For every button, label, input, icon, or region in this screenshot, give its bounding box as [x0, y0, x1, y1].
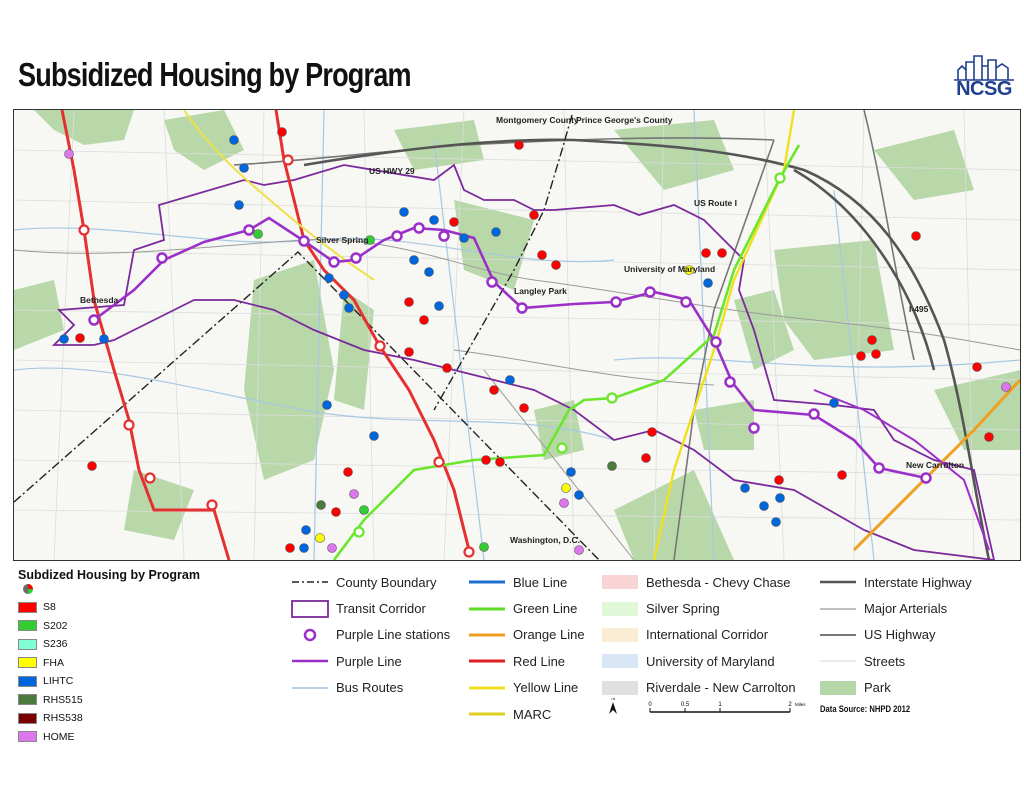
legend-label: Major Arterials — [864, 601, 948, 617]
legend-label: County Boundary — [336, 574, 437, 590]
legend-label: Yellow Line — [513, 680, 579, 696]
road-symbol — [818, 651, 858, 671]
program-legend-label: FHA — [43, 656, 64, 669]
legend-column-transit — [290, 569, 450, 701]
legend-label: Purple Line — [336, 653, 402, 669]
program-legend-label: S8 — [43, 601, 56, 614]
corridor-fill-symbol — [600, 651, 640, 671]
label-bethesda: Bethesda — [80, 295, 119, 305]
legend-symbol — [290, 625, 330, 645]
color-swatch — [18, 602, 37, 613]
program-legend-item — [18, 691, 278, 710]
color-swatch — [18, 620, 37, 631]
road-symbol — [818, 625, 858, 645]
legend-label: Transit Corridor — [336, 601, 426, 617]
legend-item-rail — [467, 595, 585, 621]
program-legend-item — [18, 617, 278, 636]
label-umd: University of Maryland — [624, 264, 716, 274]
color-swatch — [18, 657, 37, 668]
north-arrow-icon — [609, 702, 617, 714]
road-symbol — [818, 599, 858, 619]
legend-item-rail — [467, 701, 585, 727]
program-legend-label: RHS538 — [43, 712, 83, 725]
legend-label: Green Line — [513, 601, 578, 617]
legend-item-transit — [290, 675, 450, 701]
program-legend-label: RHS515 — [43, 693, 83, 706]
map-frame[interactable] — [13, 109, 1021, 561]
legend-label: University of Maryland — [646, 653, 775, 669]
north-label: N — [611, 698, 615, 702]
legend-label: Bethesda - Chevy Chase — [646, 574, 791, 590]
legend-label: Bus Routes — [336, 680, 404, 696]
legend-symbol — [290, 651, 330, 671]
program-legend-title: Subdized Housing by Program — [18, 568, 200, 582]
rail-line-symbol — [467, 625, 507, 645]
logo-text: NCSG — [956, 78, 1012, 100]
legend-label: Interstate Highway — [864, 574, 972, 590]
label-ushwy29: US HWY 29 — [369, 166, 415, 176]
corridor-fill-symbol — [600, 572, 640, 592]
legend-item-transit — [290, 622, 450, 648]
legend-item-road — [818, 675, 972, 701]
label-langleypark: Langley Park — [514, 286, 567, 296]
legend-label: Streets — [864, 653, 906, 669]
rail-line-symbol — [467, 651, 507, 671]
legend-item-rail — [467, 622, 585, 648]
legend-item-road — [818, 595, 972, 621]
legend-item-road — [818, 648, 972, 674]
legend-item-road — [818, 622, 972, 648]
scale-tick-3: 2 — [788, 702, 792, 708]
legend-item-corridor — [600, 569, 796, 595]
legend-label: Orange Line — [513, 627, 585, 643]
label-i495: I-495 — [909, 304, 929, 314]
pie-chart-icon — [18, 582, 38, 596]
legend-symbol — [290, 599, 330, 619]
color-swatch — [18, 694, 37, 705]
legend-label: MARC — [513, 706, 552, 722]
color-swatch — [18, 713, 37, 724]
label-montgomery: Montgomery County — [496, 115, 579, 125]
legend-item-transit — [290, 569, 450, 595]
scale-bar — [605, 698, 815, 722]
program-legend-item — [18, 598, 278, 617]
rail-line-symbol — [467, 599, 507, 619]
program-legend-label: HOME — [43, 730, 75, 743]
program-legend-items — [18, 598, 278, 746]
label-washington: Washington, D.C. — [510, 535, 581, 545]
label-newcarrolton: New Carrolton — [906, 460, 965, 470]
program-legend-item — [18, 709, 278, 728]
program-legend-label: LIHTC — [43, 675, 74, 688]
legend-label: Riverdale - New Carrolton — [646, 680, 796, 696]
legend-item-transit — [290, 648, 450, 674]
color-swatch — [18, 731, 37, 742]
program-legend-item — [18, 728, 278, 747]
scale-tick-0: 0 — [648, 702, 652, 708]
legend-item-transit — [290, 595, 450, 621]
rail-line-symbol — [467, 704, 507, 724]
corridor-fill-symbol — [600, 599, 640, 619]
legend-item-corridor — [600, 595, 796, 621]
legend-symbol — [290, 572, 330, 592]
legend-item-road — [818, 569, 972, 595]
legend-item-rail — [467, 569, 585, 595]
legend-column-corridors — [600, 569, 796, 701]
legend-item-corridor — [600, 622, 796, 648]
legend-item-corridor — [600, 648, 796, 674]
pie-symbol-row — [18, 582, 278, 598]
program-legend-label: S236 — [43, 638, 68, 651]
program-legend-item — [18, 672, 278, 691]
legend-column-roads — [818, 569, 972, 701]
legend-label: International Corridor — [646, 627, 769, 643]
data-source: Data Source: NHPD 2012 — [820, 704, 911, 714]
legend-label: Red Line — [513, 653, 566, 669]
label-princegeorges: Prince George's County — [576, 115, 673, 125]
program-legend-label: S202 — [43, 619, 68, 632]
legend-column-rail — [467, 569, 585, 727]
ncsg-logo — [952, 52, 1016, 106]
legend-item-rail — [467, 648, 585, 674]
park-areas — [14, 110, 1020, 560]
legend-symbol — [290, 678, 330, 698]
rail-line-symbol — [467, 678, 507, 698]
label-usroute1: US Route I — [694, 198, 737, 208]
legend-label: Blue Line — [513, 574, 568, 590]
road-symbol — [818, 572, 858, 592]
label-silverspring: Silver Spring — [316, 235, 369, 245]
map-canvas — [14, 110, 1020, 560]
program-legend-item — [18, 654, 278, 673]
map-title: Subsidized Housing by Program — [18, 56, 411, 93]
scale-unit: Miles — [795, 702, 806, 707]
scale-tick-2: 1 — [718, 702, 722, 708]
color-swatch — [18, 639, 37, 650]
road-symbol — [818, 678, 858, 698]
legend-item-corridor — [600, 675, 796, 701]
legend-label: Park — [864, 680, 891, 696]
program-legend-item — [18, 635, 278, 654]
corridor-fill-symbol — [600, 625, 640, 645]
scale-tick-1: 0.5 — [680, 702, 690, 708]
legend-label: US Highway — [864, 627, 936, 643]
corridor-fill-symbol — [600, 678, 640, 698]
legend-label: Silver Spring — [646, 601, 720, 617]
scale-bar-graphic — [605, 698, 815, 722]
legend-label: Purple Line stations — [336, 627, 451, 643]
rail-line-symbol — [467, 572, 507, 592]
color-swatch — [18, 676, 37, 687]
program-legend — [18, 568, 278, 746]
legend-item-rail — [467, 675, 585, 701]
